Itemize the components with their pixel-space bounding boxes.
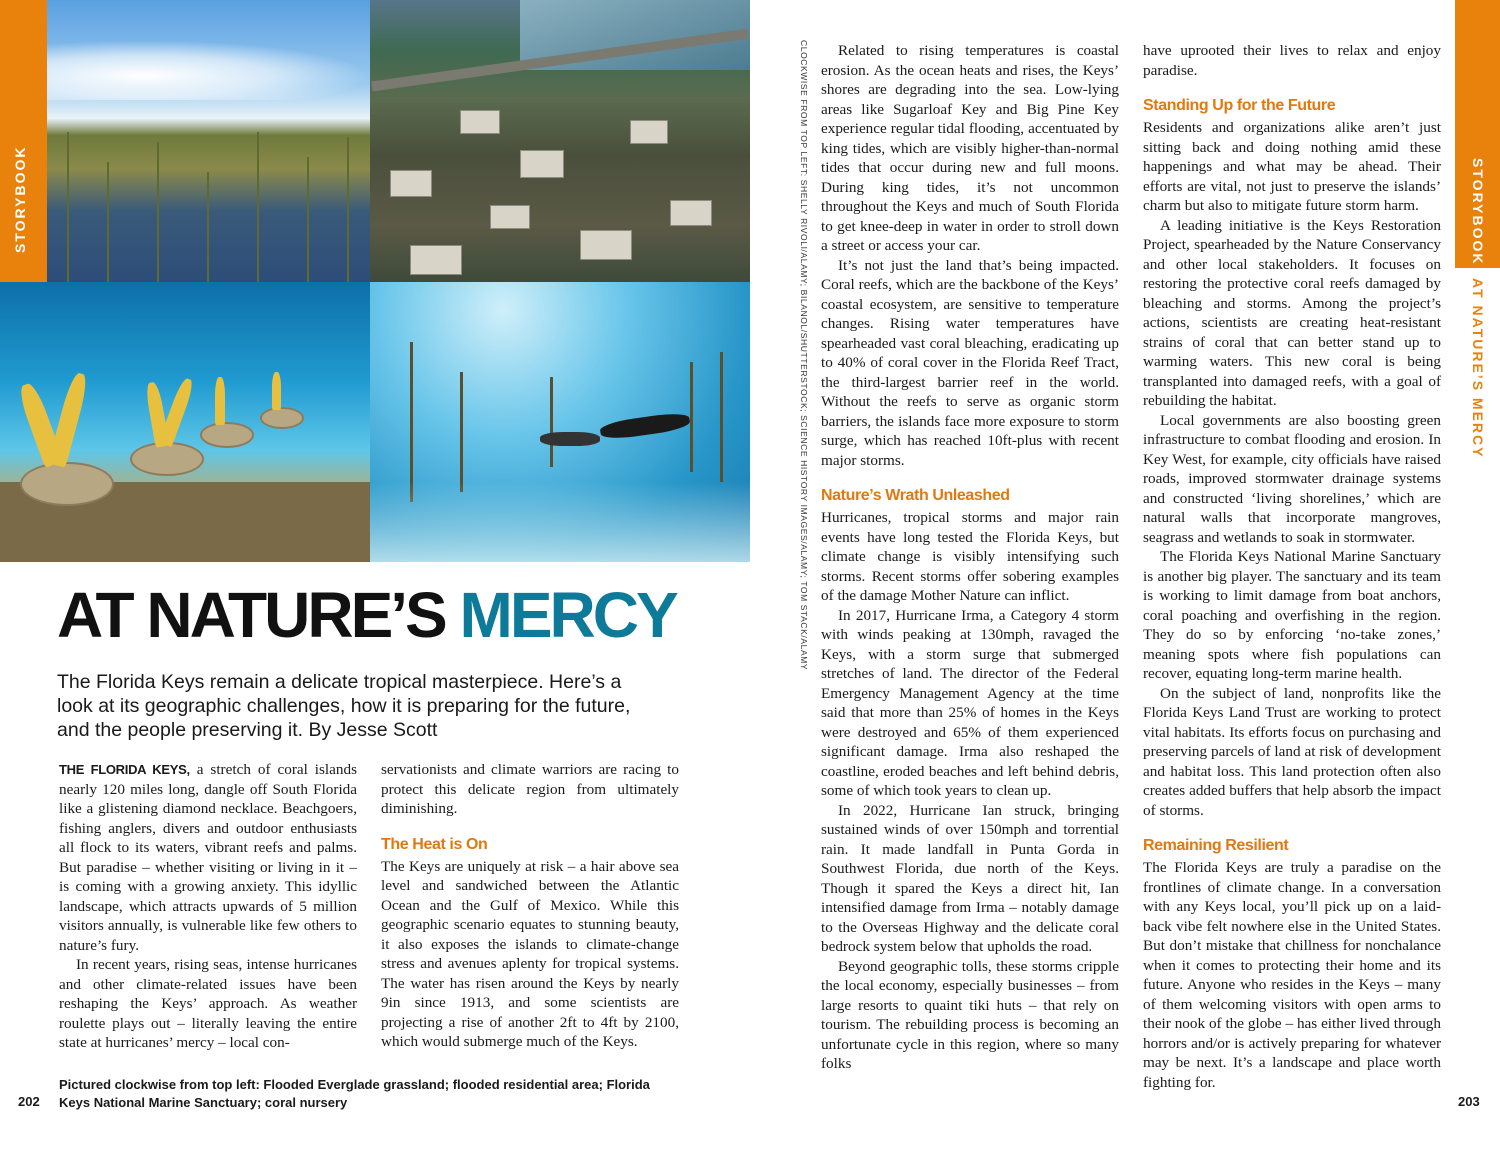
photo-caption: Pictured clockwise from top left: Flooded Everglade grassland; flooded residential area; Florida Keys National Marine Sanctuary; coral nursery (59, 1077, 650, 1110)
section-tab-label-left: STORYBOOK (12, 145, 28, 253)
section-tab-label-right: STORYBOOK (1470, 158, 1486, 266)
photo-credits: CLOCKWISE FROM TOP LEFT: SHELLY RIVOLI/ALAMY; BILANOL/SHUTTERSTOCK; SCIENCE HISTORY IMAGES/ALAMY; TOM STACK/ALAMY (799, 40, 809, 671)
article-column-4: have uprooted their lives to relax and enjoy paradise. Standing Up for the Future Residents and organizations alike aren’t just sitting back and doing nothing amid these happenings and what may be ahead. Their efforts are vital, not just to preserve the islands’ charm but also to mitigate future storm harm. A leading initiative is the Keys Restoration Project, spearheaded by the Nature Conservancy and other local stakeholders. It focuses on restoring the protective coral reefs damaged by bleaching and storms. Among the project’s actions, scientists are creating heat-resistant strains of coral that can better stand up to warming waters. This new coral is being transplanted into damaged reefs, with a goal of rebuilding the habitat. Local governments are also boosting green infrastructure to combat flooding and erosion. In Key West, for example, city officials have raised roads, improved stormwater drainage systems and constructed ‘living shorelines,’ which are natural walls that incorporate mangroves, seagrass and wetlands to soak in stormwater. The Florida Keys National Marine Sanctuary is another big player. The sanctuary and its team is working to limit damage from boat anchors, coral poaching and overfishing in the region. They do so by enforcing ‘no-take zones,’ meaning spots where fish populations can recover, equating long-term marine health. On the subject of land, nonprofits like the Florida Keys Land Trust are working to protect vital habitats. Its efforts focus on purchasing and preserving parcels of land at risk of development and habitat loss. This land protection often also creates added buffers that help absorb the impact of storms. Remaining Resilient The Florida Keys are truly a paradise on the frontlines of climate change. In a conversation with any Keys local, you’ll pick up on a laid-back vibe felt nowhere else in the United States. But don’t mistake that chillness for nonchalance when it comes to protecting their home and its future. Anyone who resides in the Keys – many of them welcoming visitors with open arms to their nook of the globe – has either lived through horrors and/or is actively preparing for whatever may be next. It’s a landscape and place worth fighting for. (1143, 42, 1441, 1091)
article-column-2: servationists and climate warriors are racing to protect this delicate region from ultimately diminishing. The Heat is On The Keys are uniquely at risk – a hair above sea level and sandwiched between the Atlantic Ocean and the Gulf of Mexico. While this geographic scenario equates to stunning beauty, it also exposes the islands to climate-change stress and avenues aplenty for tropical systems. The water has risen around the Keys by nearly 9in since 1913, and some scientists are projecting a rise of another 2ft to 4ft by 2100, which would submerge much of the Keys. (381, 761, 679, 1050)
page-number-right: 203 (1458, 1094, 1480, 1109)
subhead-future: Standing Up for the Future (1143, 97, 1336, 114)
running-title: AT NATURE’S MERCY (1470, 278, 1486, 459)
article-column-1: THE FLORIDA KEYS, a stretch of coral islands nearly 120 miles long, dangle off South Florida like a glistening diamond necklace. Beachgoers, fishing anglers, divers and outdoor enthusiasts all flock to its waters, vibrant reefs and palms. But paradise – whether visiting or living in it – is coming with a growing anxiety. This idyllic landscape, which attracts upwards of 5 million visitors annually, is vulnerable like few others to nature’s fury. In recent years, rising seas, intense hurricanes and other climate-related issues have been reshaping the Keys’ approach. As weather roulette plays out – literally leaving the entire state at hurricanes’ mercy – local con- (59, 761, 357, 1051)
lead-in: THE FLORIDA KEYS, (59, 762, 190, 777)
page-number-left: 202 (18, 1094, 40, 1109)
photo-everglade-grassland (47, 0, 370, 282)
photo-flooded-residential (370, 0, 750, 282)
photo-marine-sanctuary (370, 282, 750, 562)
photo-coral-nursery (0, 282, 370, 562)
subhead-heat: The Heat is On (381, 835, 488, 853)
subhead-wrath: Nature’s Wrath Unleashed (821, 487, 1010, 504)
standfirst: The Florida Keys remain a delicate tropical masterpiece. Here’s a look at its geographic challenges, how it is preparing for the future, and the people preserving it. By Jesse Scott (57, 671, 631, 741)
subhead-resilient: Remaining Resilient (1143, 837, 1289, 854)
article-column-3: Related to rising temperatures is coastal erosion. As the ocean heats and rises, the Keys’ shores are degrading into the sea. Low-lying areas like Sugarloaf Key and Big Pine Key experience regular tidal flooding, accentuated by king tides, which are visibly higher-than-normal tides that occur during new and full moons. During king tides, it’s not uncommon throughout the Keys and much of South Florida to get knee-deep in water in order to stroll down a street or access your car. It’s not just the land that’s being impacted. Coral reefs, which are the backbone of the Keys’ coastal ecosystem, are sensitive to temperature changes. Rising water temperatures have spearheaded vast coral bleaching, eradicating up to 40% of coral cover in the Florida Reef Tract, the third-largest barrier reef in the world. Without the reefs to serve as organic storm barriers, the islands face more exposure to storm surge, which has reached 10ft-plus with recent major storms. Nature’s Wrath Unleashed Hurricanes, tropical storms and major rain events have long tested the Florida Keys, but climate change is visibly intensifying such storms. Recent storms offer sobering examples of the damage Mother Nature can inflict. In 2017, Hurricane Irma, a Category 4 storm with winds peaking at 130mph, ravaged the Keys, with a storm surge that submerged stretches of land. The director of the Federal Emergency Management Agency at the time said that more than 25% of homes in the Keys were destroyed and 65% of them experienced significant damage. Irma also reshaped the coastline, eroded beaches and left behind debris, some of which took years to clean up. In 2022, Hurricane Ian struck, bringing sustained winds of over 150mph and torrential rain. It made landfall in Punta Gorda in Southwest Florida, due north of the Keys. Though it spared the Keys a direct hit, Ian intensified damage from Irma – notably damage to the Overseas Highway and the delicate coral bedrock system below that upholds the road. Beyond geographic tolls, these storms cripple the local economy, especially businesses – from large resorts to quaint tiki huts – that rely on tourism. The rebuilding process is becoming an unfortunate cycle in this region, where so many folks (821, 42, 1119, 1072)
page-title: AT NATURE’S MERCY (57, 579, 676, 651)
